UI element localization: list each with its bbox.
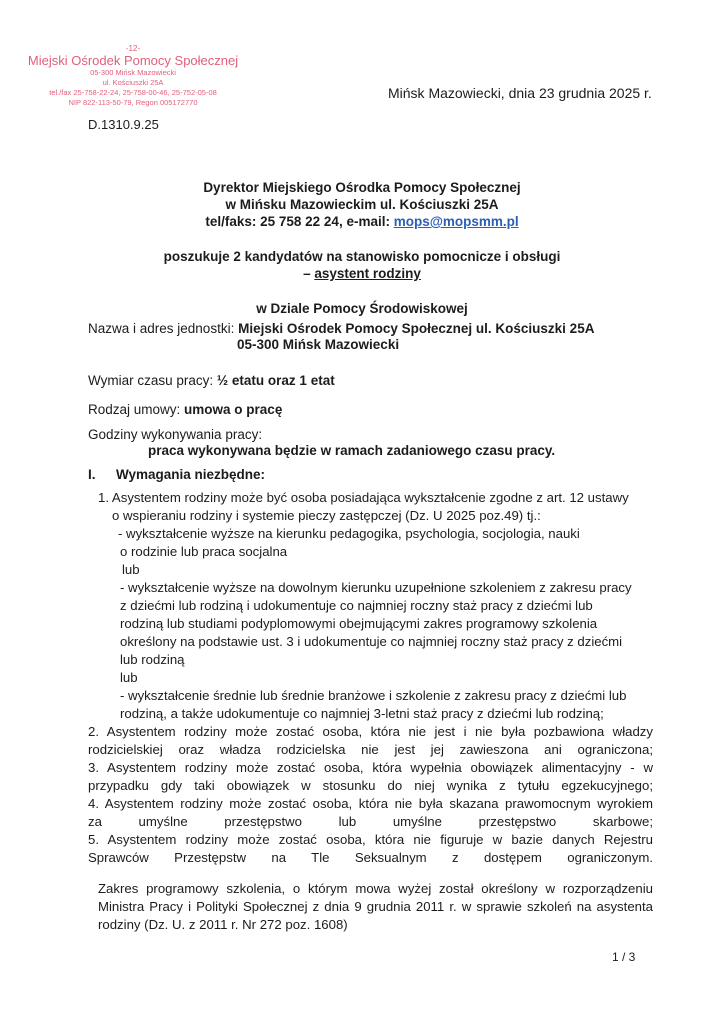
stamp-ids: NIP 822-113-50-79, Regon 005172770: [68, 98, 198, 107]
item2-line1: 2. Asystentem rodziny może zostać osoba, która nie jest i nie była pozbawiona władzy: [88, 724, 653, 739]
stamp-street: ul. Kościuszki 25A: [102, 78, 164, 87]
contract-value: umowa o pracę: [184, 402, 283, 417]
contract-line: [88, 401, 282, 418]
option2-line4: określony na podstawie ust. 3 i udokumentuje co najmniej roczny staż pracy z dziećmi: [120, 634, 623, 649]
position-line: [0, 265, 724, 282]
section-numeral: I.: [88, 467, 96, 482]
header-line-2: w Mińsku Mazowieckim ul. Kościuszki 25A: [225, 197, 499, 212]
unit-line: [88, 320, 594, 337]
unit-value: Miejski Ośrodek Pomocy Społecznej ul. Kościuszki 25A: [238, 321, 595, 336]
training-note-line3: rodziny (Dz. U. z 2011 r. Nr 272 poz. 1608): [98, 917, 348, 932]
item3-line1: 3. Asystentem rodziny może zostać osoba, która wypełnia obowiązek alimentacyjny - w: [88, 760, 653, 775]
hours-label: Godziny wykonywania pracy:: [88, 427, 263, 442]
unit-label: Nazwa i adres jednostki:: [88, 321, 239, 336]
stamp-city: 05-300 Mińsk Mazowiecki: [90, 68, 176, 77]
work-time-line: [88, 372, 335, 389]
work-time-value: ½ etatu oraz 1 etat: [216, 373, 335, 388]
item2-line2: rodzicielskiej oraz władza rodzicielska nie jest jej zawieszona ani ograniczona;: [88, 742, 653, 757]
contract-label: Rodzaj umowy:: [88, 402, 185, 417]
item1-line1: 1. Asystentem rodziny może być osoba posiadająca wykształcenie zgodne z art. 12 ustawy: [98, 490, 629, 505]
section-title: Wymagania niezbędne:: [116, 467, 266, 482]
stamp-name: Miejski Ośrodek Pomocy Społecznej: [27, 53, 239, 68]
option2-line3: rodziną lub studiami podyplomowymi obejmującymi zakres programowy szkolenia: [120, 616, 598, 631]
item5-line1: 5. Asystentem rodziny może zostać osoba, która nie figuruje w bazie danych Rejestru: [88, 832, 653, 847]
stamp-number: -12-: [125, 44, 141, 53]
training-note-line1: Zakres programowy szkolenia, o którym mowa wyżej został określony w rozporządzeniu: [98, 881, 653, 896]
contact-text: tel/faks: 25 758 22 24, e-mail:: [205, 214, 394, 229]
dash: –: [303, 266, 315, 281]
or-2: lub: [120, 670, 138, 685]
option1-line1: - wykształcenie wyższe na kierunku pedagogika, psychologia, socjologia, nauki: [118, 526, 580, 541]
option3-line2: rodziną, a także udokumentuje co najmniej 3-letni staż pracy z dziećmi lub rodziną;: [120, 706, 604, 721]
stamp-phones: tel./fax 25-758-22-24, 25-758-00-46, 25-752-05-08: [49, 88, 217, 97]
option2-line1: - wykształcenie wyższe na dowolnym kierunku uzupełnione szkoleniem z zakresu pracy: [120, 580, 632, 595]
institution-stamp: [18, 44, 248, 108]
header-contact: [0, 213, 724, 230]
hours-value: praca wykonywana będzie w ramach zadaniowego czasu pracy.: [148, 443, 556, 458]
unit-address: 05-300 Mińsk Mazowiecki: [237, 337, 400, 352]
item3-line2: przypadku gdy taki obowiązek w stosunku do niej wynika z tytułu egzekucyjnego;: [88, 778, 653, 793]
header-line-1: Dyrektor Miejskiego Ośrodka Pomocy Społecznej: [203, 180, 521, 195]
or-1: lub: [122, 562, 140, 577]
item4-line2: za umyślne przestępstwo lub umyślne przestępstwo skarbowe;: [88, 814, 653, 829]
reference-number: D.1310.9.25: [88, 117, 159, 132]
position-title: asystent rodziny: [314, 266, 421, 281]
item1-line2: o wspieraniu rodziny i systemie pieczy zastępczej (Dz. U 2025 poz.49) tj.:: [112, 508, 541, 523]
item4-line1: 4. Asystentem rodziny może zostać osoba, która nie była skazana prawomocnym wyrokiem: [88, 796, 653, 811]
item5-line2: Sprawców Przestępstw na Tle Seksualnym z dostępem ograniczonym.: [88, 850, 653, 865]
department-line: w Dziale Pomocy Środowiskowej: [256, 301, 468, 316]
email-link[interactable]: mops@mopsmm.pl: [393, 214, 519, 229]
training-note-line2: Ministra Pracy i Polityki Społecznej z dnia 9 grudnia 2011 r. w sprawie szkoleń na asystenta: [98, 899, 653, 914]
date-line: Mińsk Mazowiecki, dnia 23 grudnia 2025 r.: [388, 85, 652, 101]
page-number: 1 / 3: [612, 950, 636, 964]
option2-line2: z dziećmi lub rodziną i udokumentuje co najmniej roczny staż pracy z dziećmi lub: [120, 598, 593, 613]
option1-line2: o rodzinie lub praca socjalna: [120, 544, 288, 559]
announcement-line: poszukuje 2 kandydatów na stanowisko pomocnicze i obsługi: [163, 249, 561, 264]
option3-line1: - wykształcenie średnie lub średnie branżowe i szkolenie z zakresu pracy z dziećmi lub: [120, 688, 627, 703]
option2-line5: lub rodziną: [120, 652, 185, 667]
work-time-label: Wymiar czasu pracy:: [88, 373, 217, 388]
